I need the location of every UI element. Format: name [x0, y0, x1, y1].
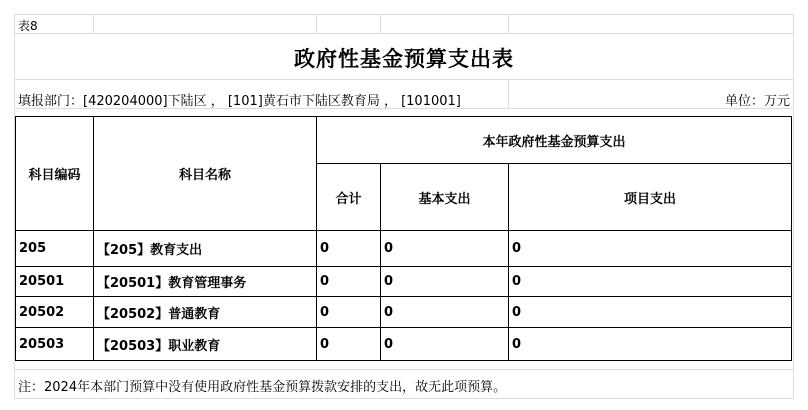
reporting-unit-label: 填报部门： — [18, 94, 84, 109]
header-group: 本年政府性基金预算支出 — [317, 117, 792, 164]
table-row — [16, 297, 792, 328]
row-name: 【205】教育支出 — [94, 231, 317, 267]
gridline — [93, 14, 94, 34]
table-row — [16, 231, 792, 267]
header-name: 科目名称 — [94, 117, 317, 231]
footnote: 注：2024年本部门预算中没有使用政府性基金预算拨款安排的支出，故无此项预算。 — [18, 380, 507, 395]
reporting-unit-value: [420204000]下陆区 ， [101]黄石市下陆区教育局 ， [101001] — [83, 94, 461, 109]
row-total: 0 — [317, 267, 381, 297]
header-code: 科目编码 — [16, 117, 94, 231]
reporting-unit — [18, 90, 461, 109]
gridline — [380, 14, 381, 34]
info-row — [18, 90, 790, 109]
sheet-tag: 表8 — [18, 19, 38, 33]
page-title: 政府性基金预算支出表 — [294, 46, 514, 71]
row-basic: 0 — [381, 267, 509, 297]
row-project: 0 — [509, 267, 792, 297]
row-total: 0 — [317, 231, 381, 267]
row-total: 0 — [317, 328, 381, 361]
table-row — [16, 267, 792, 297]
gridline — [14, 33, 794, 34]
row-code: 20502 — [16, 297, 94, 328]
gridline — [14, 398, 794, 399]
unit-of-measure: 单位：万元 — [724, 94, 790, 109]
header-project: 项目支出 — [509, 164, 792, 231]
header-basic: 基本支出 — [381, 164, 509, 231]
row-project: 0 — [509, 297, 792, 328]
budget-table — [15, 116, 792, 361]
row-name: 【20501】教育管理事务 — [94, 267, 317, 297]
row-basic: 0 — [381, 231, 509, 267]
row-total: 0 — [317, 297, 381, 328]
row-basic: 0 — [381, 297, 509, 328]
gridline — [14, 14, 794, 15]
row-project: 0 — [509, 328, 792, 361]
header-total: 合计 — [317, 164, 381, 231]
row-name: 【20502】普通教育 — [94, 297, 317, 328]
row-code: 20501 — [16, 267, 94, 297]
row-name: 【20503】职业教育 — [94, 328, 317, 361]
row-basic: 0 — [381, 328, 509, 361]
gridline — [316, 14, 317, 34]
row-project: 0 — [509, 231, 792, 267]
header-row — [16, 117, 792, 164]
row-code: 20503 — [16, 328, 94, 361]
row-code: 205 — [16, 231, 94, 267]
gridline — [14, 369, 794, 370]
gridline — [14, 79, 794, 80]
table-row — [16, 328, 792, 361]
gridline — [508, 14, 509, 34]
